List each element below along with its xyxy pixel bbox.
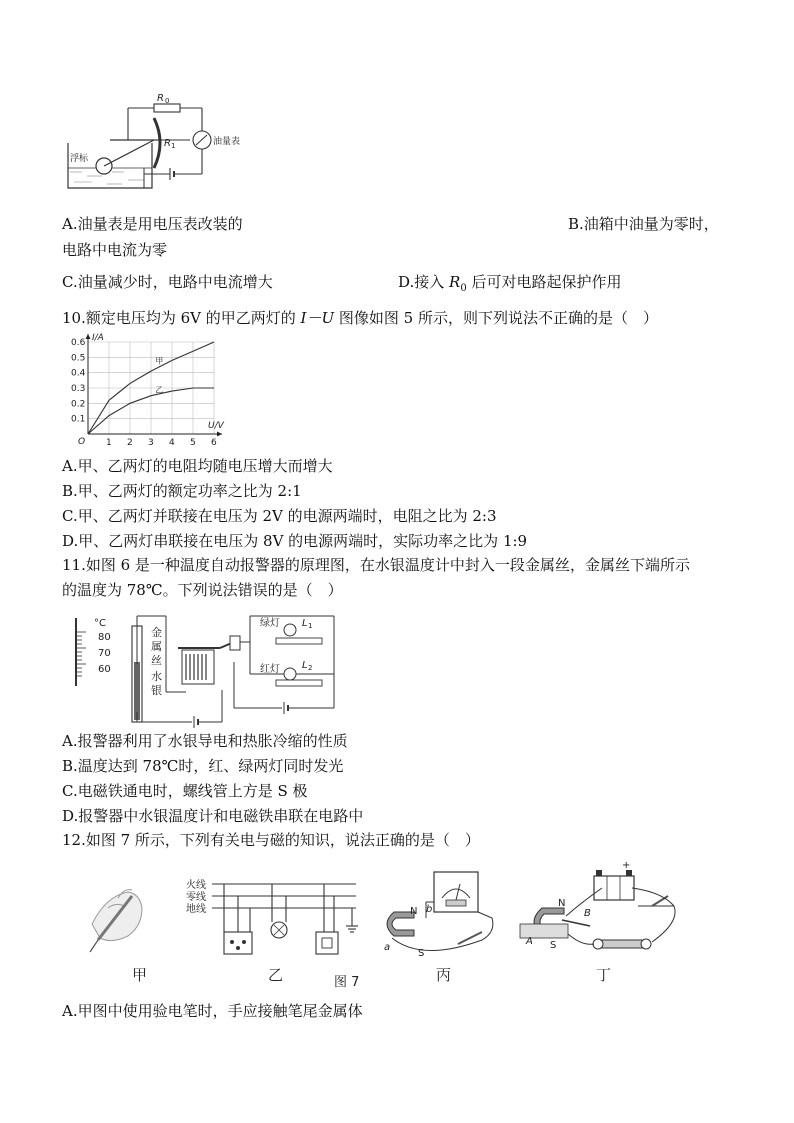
q11-option-a: A.报警器利用了水银导电和热胀冷缩的性质: [62, 732, 348, 750]
r1-label: R: [164, 138, 171, 149]
green-lamp-label: 绿灯: [260, 618, 280, 629]
q11-option-b: B.温度达到 78℃时，红、绿两灯同时发光: [62, 757, 344, 775]
q12-option-a: A.甲图中使用验电笔时，手应接触笔尾金属体: [62, 1002, 363, 1020]
figure-yi-label: 乙: [268, 966, 284, 984]
x-tick-label: 5: [190, 438, 196, 448]
temp-70: 70: [98, 648, 111, 659]
magnet-s-label-c: S: [418, 948, 425, 959]
metal-wire-char-1: 金: [151, 626, 162, 639]
r1-sub: 1: [171, 142, 176, 150]
q9-option-a: A.油量表是用电压表改装的: [62, 215, 243, 233]
temp-80: 80: [98, 632, 111, 643]
magnet-n-label-c: N: [410, 906, 418, 917]
iu-chart: [62, 334, 222, 450]
q10-stem: 10.额定电压均为 6V 的甲乙两灯的 I－U 图像如图 5 所示，则下列说法不正确的是（ ）: [62, 309, 658, 327]
point-A-label: A: [526, 936, 533, 947]
y-tick-label: 0.1: [71, 414, 86, 425]
x-tick-label: 3: [148, 438, 154, 448]
x-tick-label: 4: [169, 438, 175, 448]
x-tick-label: 2: [127, 438, 133, 448]
q10-option-b: B.甲、乙两灯的额定功率之比为 2:1: [62, 482, 302, 500]
q10-option-d: D.甲、乙两灯串联接在电压为 8V 的电源两端时，实际功率之比为 1:9: [62, 532, 528, 550]
y-tick-label: 0.2: [71, 399, 86, 410]
ground-wire-label: 地线: [186, 904, 206, 915]
series-label-1: 甲: [155, 356, 164, 366]
mercury-char-1: 水: [151, 670, 162, 683]
q11-option-c: C.电磁铁通电时，螺线管上方是 S 极: [62, 782, 308, 800]
y-axis-label: I/A: [92, 333, 104, 343]
temp-unit: °C: [94, 618, 106, 629]
fire-wire-label: 火线: [186, 880, 206, 891]
q11-stem-line2: 的温度为 78℃。下列说法错误的是（ ）: [62, 581, 343, 599]
point-b-label: b: [426, 904, 433, 915]
series-label-2: 乙: [155, 385, 164, 395]
q12-stem: 12.如图 7 所示，下列有关电与磁的知识，说法正确的是（ ）: [62, 831, 480, 849]
figure-bing-label: 丙: [436, 966, 452, 984]
metal-wire-char-3: 丝: [151, 654, 162, 667]
battery-plus-label: +: [622, 860, 631, 871]
q11-stem-line1: 11.如图 6 是一种温度自动报警器的原理图，在水银温度计中封入一段金属丝，金属丝下端所示: [62, 556, 690, 574]
oil-meter-label: 油量表: [213, 137, 241, 147]
y-tick-label: 0.3: [71, 384, 86, 394]
test-pen-hand-illustration: [90, 890, 142, 952]
oil-gauge-diagram: [62, 88, 252, 198]
x-axis-arrow: [217, 432, 222, 437]
neutral-wire-label: 零线: [186, 892, 206, 903]
figure-7: [62, 862, 692, 992]
origin-label: O: [78, 437, 86, 447]
q11-option-d: D.报警器中水银温度计和电磁铁串联在电路中: [62, 807, 364, 825]
magnet-n-label-d: N: [558, 898, 566, 909]
x-axis-label: U/V: [208, 421, 224, 431]
q9-option-d: D.接入 $R_0$ 后可对电路起保护作用: [398, 273, 622, 294]
point-a-label: a: [384, 942, 391, 953]
l1-sub: 1: [308, 622, 313, 630]
x-tick-label: 6: [211, 438, 217, 448]
red-lamp-label: 红灯: [260, 664, 280, 675]
magnet-s-label-d: S: [550, 940, 557, 951]
q9-option-b-continued: 电路中电流为零: [62, 241, 168, 259]
mercury-char-2: 银: [151, 684, 162, 697]
metal-wire-char-2: 属: [151, 640, 162, 653]
l1-label: L: [302, 618, 308, 629]
x-tick-label: 1: [106, 438, 112, 448]
r0-sub: 0: [165, 97, 170, 105]
q9-option-c: C.油量减少时，电路中电流增大: [62, 273, 273, 291]
q10-option-a: A.甲、乙两灯的电阻均随电压增大而增大: [62, 457, 333, 475]
figure-7-caption: 图 7: [334, 975, 360, 990]
figure-ding-label: 丁: [596, 966, 612, 984]
y-tick-label: 0.5: [71, 353, 86, 364]
y-tick-label: 0.6: [71, 338, 86, 348]
temperature-alarm-diagram: [62, 612, 342, 724]
r0-label: R: [157, 93, 164, 104]
l2-sub: 2: [308, 664, 313, 672]
y-axis-arrow: [86, 334, 91, 339]
y-tick-label: 0.4: [71, 368, 86, 379]
q9-option-b: B.油箱中油量为零时，: [568, 215, 719, 233]
point-B-label: B: [584, 908, 591, 919]
q10-option-c: C.甲、乙两灯并联接在电压为 2V 的电源两端时，电阻之比为 2:3: [62, 507, 497, 525]
figure-jia-label: 甲: [132, 966, 148, 984]
l2-label: L: [302, 660, 308, 671]
temp-60: 60: [98, 664, 111, 675]
float-label: 浮标: [70, 154, 89, 164]
